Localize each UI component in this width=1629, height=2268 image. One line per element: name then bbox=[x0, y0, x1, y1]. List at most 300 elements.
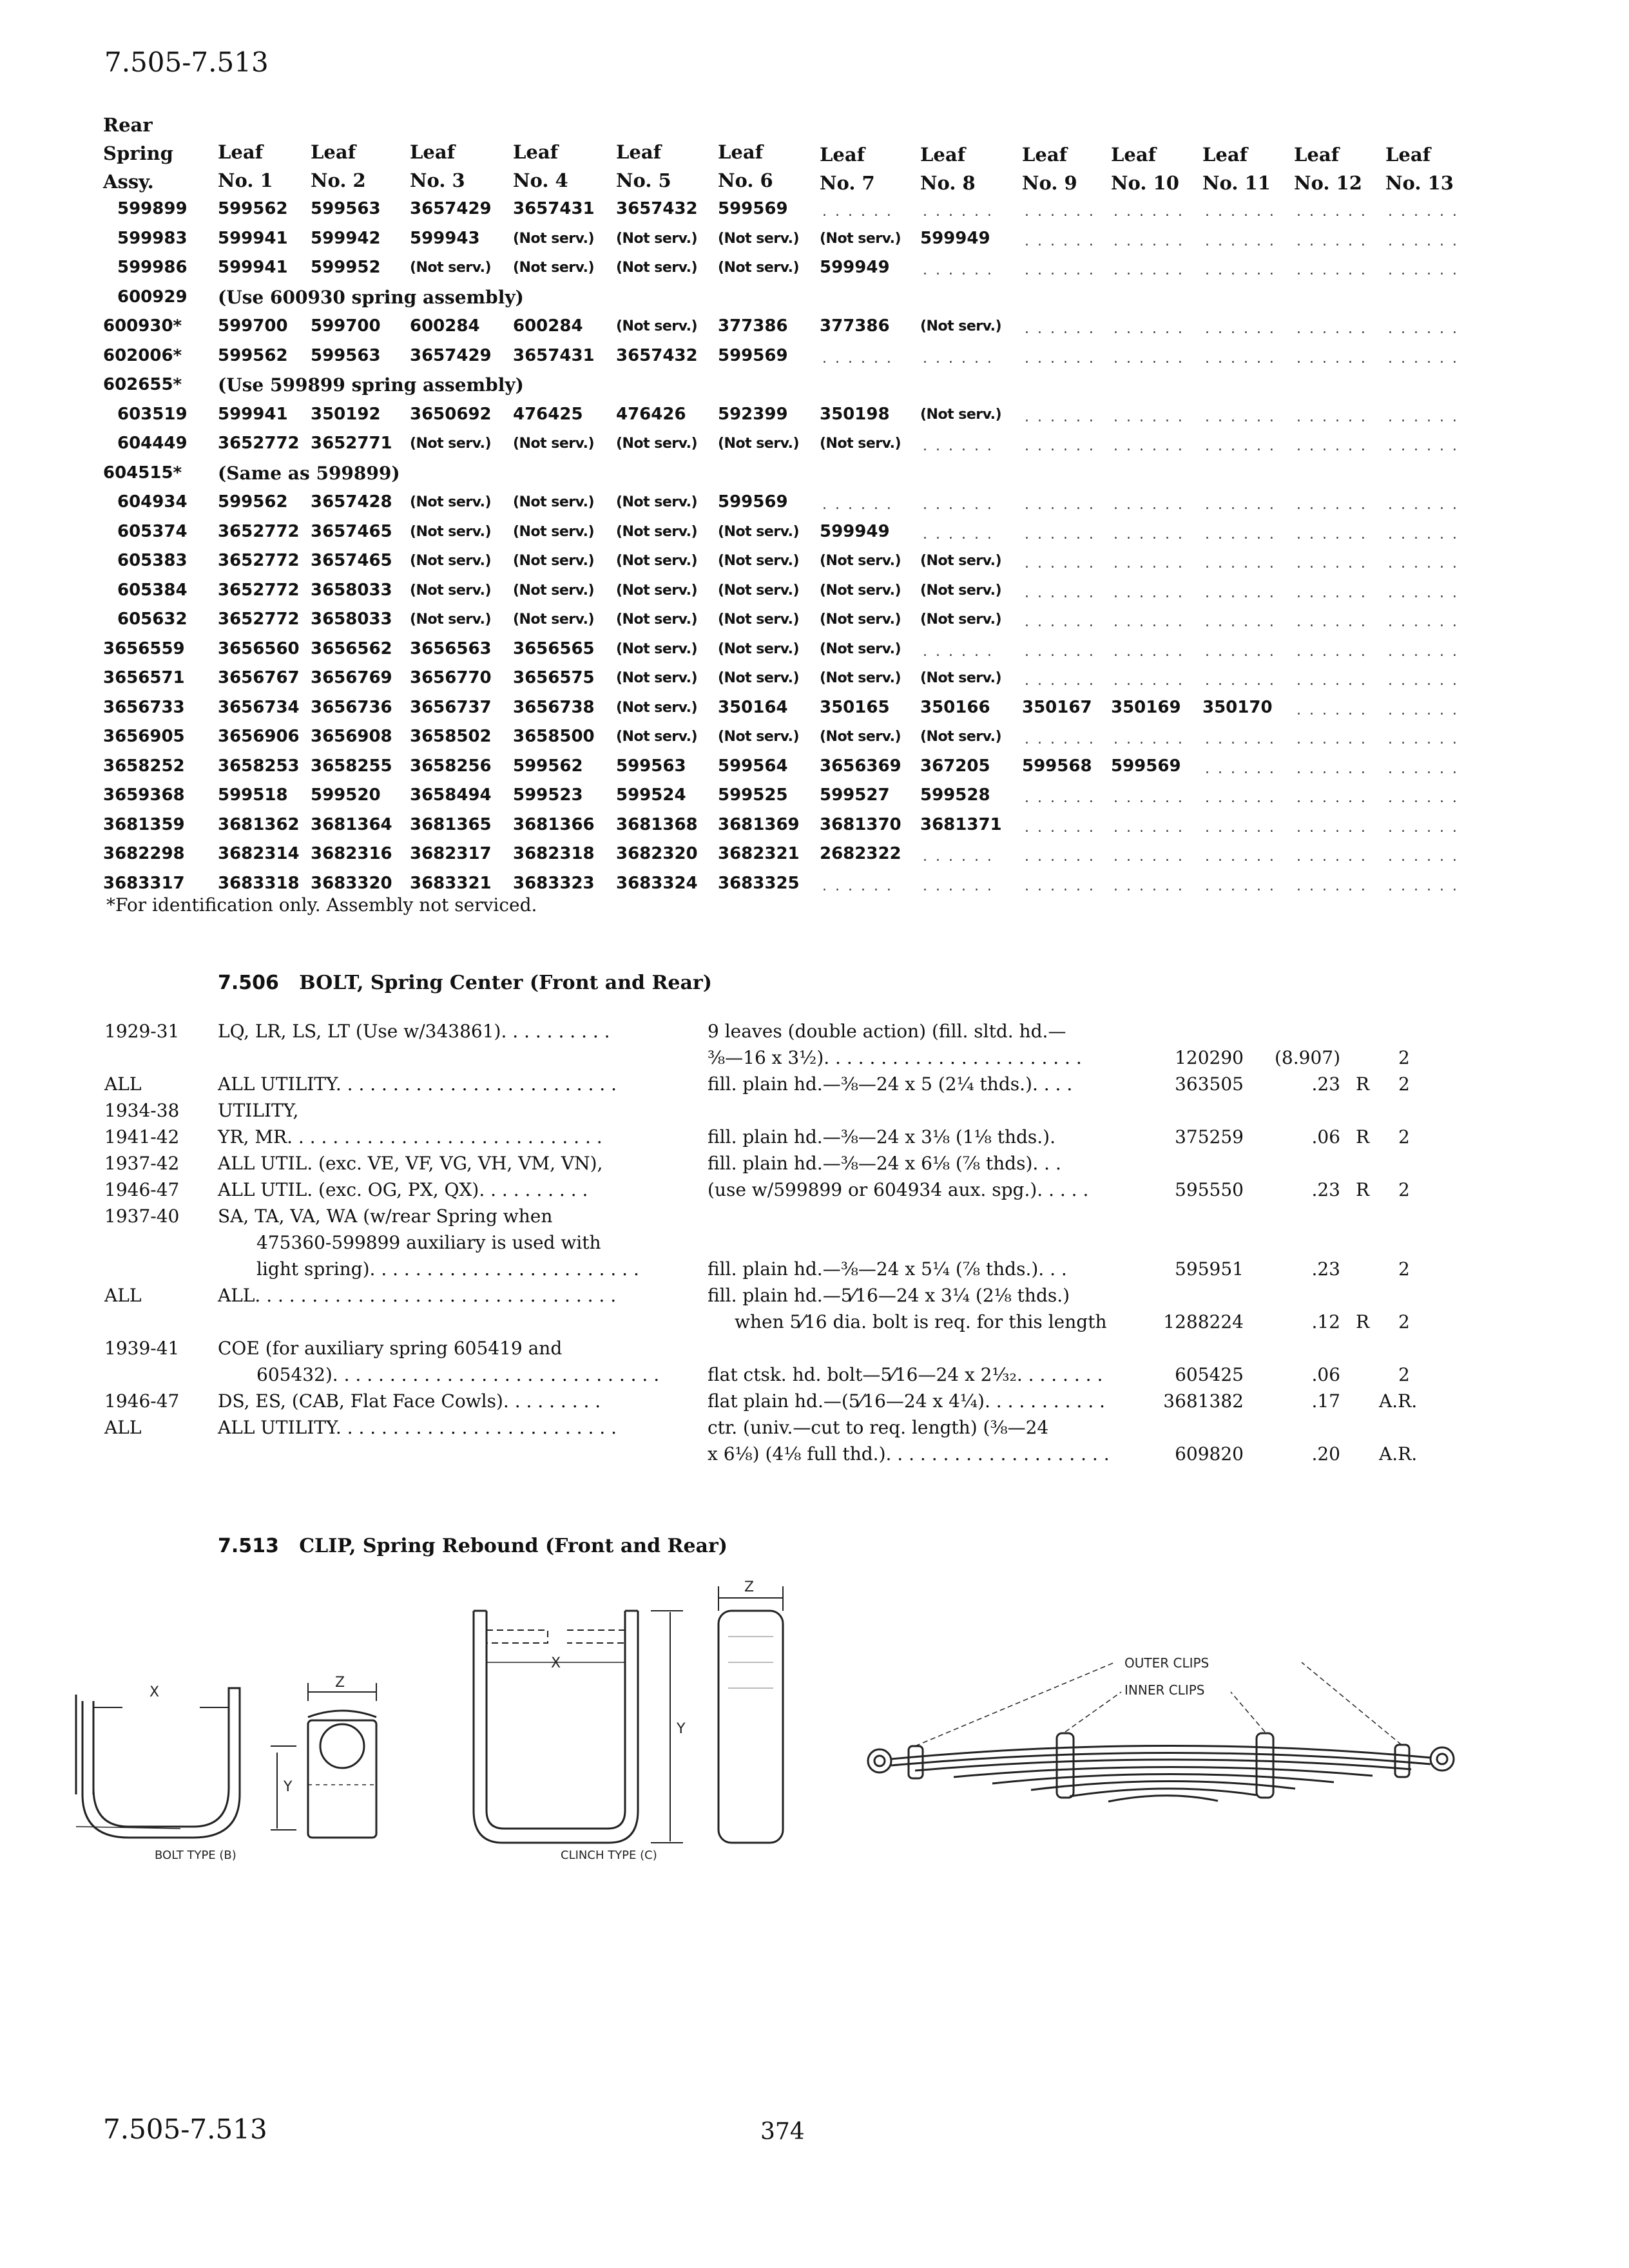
column-header: No. 8 bbox=[920, 172, 976, 194]
empty-cell-leader: . . . . . . bbox=[1113, 438, 1184, 454]
leaf-part-number: 599941 bbox=[218, 404, 288, 424]
empty-cell-leader: . . . . . . bbox=[1025, 408, 1095, 425]
leaf-part-number: (Not serv.) bbox=[616, 640, 698, 657]
leaf-part-number: 3656563 bbox=[410, 639, 492, 658]
leaf-part-number: 350166 bbox=[920, 697, 990, 717]
leaf-part-number: 3682321 bbox=[718, 844, 800, 863]
assembly-number: 605632 bbox=[117, 610, 188, 629]
empty-cell-leader: . . . . . . bbox=[1113, 819, 1184, 836]
model-application: 475360-599899 auxiliary is used with bbox=[256, 1232, 601, 1253]
page-header: 7.505-7.513 bbox=[104, 46, 269, 78]
leaf-part-number: 350169 bbox=[1111, 697, 1181, 717]
model-application: ALL UTILITY. . . . . . . . . . . . . . . . . . . . . . . . . bbox=[218, 1073, 617, 1095]
empty-cell-leader: . . . . . . bbox=[1296, 526, 1367, 543]
empty-cell-leader: . . . . . . bbox=[1205, 849, 1276, 865]
leaf-part-number: (Not serv.) bbox=[820, 611, 901, 628]
leaf-part-number: 3683318 bbox=[218, 873, 300, 893]
leaf-part-number: (Not serv.) bbox=[920, 611, 1002, 628]
leaf-part-number: (Not serv.) bbox=[410, 611, 492, 628]
leaf-part-number: 599563 bbox=[311, 199, 381, 218]
assembly-number: 602006* bbox=[103, 345, 182, 365]
empty-cell-leader: . . . . . . bbox=[1388, 643, 1459, 660]
empty-cell-leader: . . . . . . bbox=[1296, 555, 1367, 572]
empty-cell-leader: . . . . . . bbox=[1388, 497, 1459, 513]
year-range: ALL bbox=[104, 1417, 142, 1438]
column-header: Leaf bbox=[616, 141, 662, 163]
empty-cell-leader: . . . . . . bbox=[1113, 497, 1184, 513]
leaf-part-number: 592399 bbox=[718, 404, 788, 424]
leaf-part-number: 3658502 bbox=[410, 727, 492, 746]
empty-cell-leader: . . . . . . bbox=[1025, 584, 1095, 601]
empty-cell-leader: . . . . . . bbox=[1388, 673, 1459, 689]
leaf-part-number: (Not serv.) bbox=[616, 230, 698, 247]
column-header: Leaf bbox=[1202, 144, 1248, 166]
leaf-part-number: 3657428 bbox=[311, 492, 392, 512]
leaf-part-number: (Not serv.) bbox=[920, 670, 1002, 686]
leaf-part-number: 599569 bbox=[718, 492, 788, 512]
empty-cell-leader: . . . . . . bbox=[1205, 643, 1276, 660]
column-header: Leaf bbox=[920, 144, 966, 166]
leaf-part-number: 3681365 bbox=[410, 814, 492, 834]
leaf-part-number: 599524 bbox=[616, 785, 686, 805]
empty-cell-leader: . . . . . . bbox=[923, 526, 994, 543]
assembly-number: 3656571 bbox=[103, 668, 185, 687]
model-application: LQ, LR, LS, LT (Use w/343861). . . . . . . . . . bbox=[218, 1021, 610, 1042]
empty-cell-leader: . . . . . . bbox=[1205, 497, 1276, 513]
assembly-number: 3656905 bbox=[103, 727, 185, 746]
empty-cell-leader: . . . . . . bbox=[1113, 584, 1184, 601]
leaf-part-number: (Not serv.) bbox=[920, 729, 1002, 745]
leaf-part-number: 3652772 bbox=[218, 521, 300, 541]
empty-cell-leader: . . . . . . bbox=[1205, 731, 1276, 747]
assembly-number: 3659368 bbox=[103, 785, 185, 805]
leaf-part-number: (Not serv.) bbox=[410, 553, 492, 569]
empty-cell-leader: . . . . . . bbox=[923, 204, 994, 220]
column-header: Leaf bbox=[1294, 144, 1340, 166]
empty-cell-leader: . . . . . . bbox=[1113, 673, 1184, 689]
empty-cell-leader: . . . . . . bbox=[1113, 878, 1184, 894]
leaf-part-number: (Not serv.) bbox=[616, 318, 698, 334]
empty-cell-leader: . . . . . . bbox=[1025, 438, 1095, 454]
leaf-part-number: 3656736 bbox=[311, 697, 392, 717]
leaf-part-number: (Not serv.) bbox=[718, 436, 800, 452]
leaf-part-number: (Not serv.) bbox=[513, 260, 595, 276]
year-range: 1937-42 bbox=[104, 1153, 180, 1174]
leaf-part-number: (Not serv.) bbox=[820, 729, 901, 745]
column-header: Assy. bbox=[103, 171, 154, 193]
leaf-part-number: 3658033 bbox=[311, 610, 392, 629]
empty-cell-leader: . . . . . . bbox=[1296, 673, 1367, 689]
leaf-part-number: (Not serv.) bbox=[718, 582, 800, 599]
leaf-part-number: (Not serv.) bbox=[513, 230, 595, 247]
leaf-part-number: 3656769 bbox=[311, 668, 392, 687]
leaf-part-number: 3652772 bbox=[218, 610, 300, 629]
model-application: ALL UTILITY. . . . . . . . . . . . . . . . . . . . . . . . . bbox=[218, 1417, 617, 1438]
model-application: SA, TA, VA, WA (w/rear Spring when bbox=[218, 1206, 553, 1227]
leaf-part-number: (Not serv.) bbox=[616, 582, 698, 599]
empty-cell-leader: . . . . . . bbox=[1113, 731, 1184, 747]
column-header: No. 13 bbox=[1385, 172, 1454, 194]
empty-cell-leader: . . . . . . bbox=[1205, 819, 1276, 836]
column-header: Leaf bbox=[218, 141, 264, 163]
empty-cell-leader: . . . . . . bbox=[822, 497, 893, 513]
price: .06 bbox=[1311, 1364, 1340, 1385]
leaf-part-number: (Not serv.) bbox=[820, 230, 901, 247]
price: (8.907) bbox=[1274, 1047, 1340, 1068]
empty-cell-leader: . . . . . . bbox=[1388, 819, 1459, 836]
clinch-x-label: X bbox=[551, 1655, 561, 1671]
leaf-part-number: (Not serv.) bbox=[410, 523, 492, 540]
column-header: Leaf bbox=[718, 141, 764, 163]
price: .20 bbox=[1311, 1443, 1340, 1465]
empty-cell-leader: . . . . . . bbox=[1388, 702, 1459, 718]
leaf-part-number: (Not serv.) bbox=[820, 670, 901, 686]
leaf-part-number: 599949 bbox=[820, 521, 890, 541]
empty-cell-leader: . . . . . . bbox=[1296, 819, 1367, 836]
page-footer: 7.505-7.513 bbox=[103, 2113, 267, 2145]
part-number: 1288224 bbox=[1163, 1311, 1244, 1332]
empty-cell-leader: . . . . . . bbox=[1296, 731, 1367, 747]
clip-figures bbox=[0, 1572, 1629, 1869]
leaf-part-number: 3658255 bbox=[311, 756, 392, 776]
column-header: Leaf bbox=[513, 141, 559, 163]
leaf-part-number: 600284 bbox=[513, 316, 583, 336]
leaf-part-number: (Not serv.) bbox=[513, 523, 595, 540]
empty-cell-leader: . . . . . . bbox=[1205, 204, 1276, 220]
model-application: 605432). . . . . . . . . . . . . . . . . . . . . . . . . . . . . bbox=[256, 1364, 660, 1385]
leaf-part-number: 3657431 bbox=[513, 345, 595, 365]
leaf-part-number: 3681364 bbox=[311, 814, 392, 834]
leaf-part-number: 599700 bbox=[311, 316, 381, 336]
leaf-part-number: (Not serv.) bbox=[920, 406, 1002, 423]
leaf-part-number: 350192 bbox=[311, 404, 381, 424]
bolt-y-label: Y bbox=[284, 1779, 293, 1795]
leaf-part-number: 350164 bbox=[718, 697, 788, 717]
assembly-number: 604934 bbox=[117, 492, 188, 512]
empty-cell-leader: . . . . . . bbox=[1025, 790, 1095, 806]
leaf-part-number: 599941 bbox=[218, 228, 288, 248]
bolt-description: (use w/599899 or 604934 aux. spg.). . . . . bbox=[708, 1179, 1089, 1200]
leaf-part-number: 3657465 bbox=[311, 551, 392, 570]
r-flag: R bbox=[1356, 1179, 1370, 1200]
empty-cell-leader: . . . . . . bbox=[1025, 819, 1095, 836]
assembly-number: 605374 bbox=[117, 521, 188, 541]
leaf-part-number: (Not serv.) bbox=[616, 611, 698, 628]
column-header: No. 4 bbox=[513, 169, 568, 191]
empty-cell-leader: . . . . . . bbox=[1025, 497, 1095, 513]
leaf-part-number: (Not serv.) bbox=[920, 582, 1002, 599]
empty-cell-leader: . . . . . . bbox=[1025, 233, 1095, 249]
leaf-part-number: (Not serv.) bbox=[616, 699, 698, 716]
column-header: No. 5 bbox=[616, 169, 671, 191]
leaf-part-number: (Not serv.) bbox=[410, 582, 492, 599]
leaf-part-number: (Not serv.) bbox=[820, 436, 901, 452]
empty-cell-leader: . . . . . . bbox=[1296, 584, 1367, 601]
leaf-part-number: 599518 bbox=[218, 785, 288, 805]
leaf-part-number: 3652772 bbox=[218, 580, 300, 600]
leaf-part-number: 3682316 bbox=[311, 844, 392, 863]
section-title-7-513 bbox=[218, 1535, 728, 1557]
assembly-number: 3681359 bbox=[103, 814, 185, 834]
empty-cell-leader: . . . . . . bbox=[923, 878, 994, 894]
bolt-description: fill. plain hd.—⅜—24 x 5 (2¼ thds.). . . . bbox=[708, 1073, 1073, 1095]
quantity: 2 bbox=[1398, 1311, 1410, 1332]
leaf-part-number: (Not serv.) bbox=[513, 611, 595, 628]
bolt-description: x 6⅛) (4⅛ full thd.). . . . . . . . . . . . . . . . . . . . bbox=[708, 1443, 1110, 1465]
leaf-part-number: 3681368 bbox=[616, 814, 698, 834]
part-number: 120290 bbox=[1175, 1047, 1244, 1068]
leaf-part-number: (Not serv.) bbox=[616, 670, 698, 686]
model-application: ALL UTIL. (exc. OG, PX, QX). . . . . . . . . . bbox=[218, 1179, 588, 1200]
assembly-number: 599983 bbox=[117, 228, 188, 248]
assembly-number: 604449 bbox=[117, 434, 188, 453]
empty-cell-leader: . . . . . . bbox=[1113, 321, 1184, 337]
empty-cell-leader: . . . . . . bbox=[1296, 321, 1367, 337]
leaf-part-number: (Same as 599899) bbox=[218, 462, 400, 484]
quantity: A.R. bbox=[1379, 1443, 1418, 1465]
leaf-part-number: 3683325 bbox=[718, 873, 800, 893]
assembly-number: 599899 bbox=[117, 199, 188, 218]
r-flag: R bbox=[1356, 1073, 1370, 1095]
bolt-type-clip-drawing bbox=[76, 1683, 376, 1838]
empty-cell-leader: . . . . . . bbox=[1025, 878, 1095, 894]
empty-cell-leader: . . . . . . bbox=[1025, 849, 1095, 865]
empty-cell-leader: . . . . . . bbox=[1113, 790, 1184, 806]
clinch-type-caption: CLINCH TYPE (C) bbox=[561, 1849, 657, 1862]
leaf-part-number: 599569 bbox=[1111, 756, 1181, 776]
bolt-description: ctr. (univ.—cut to req. length) (⅜—24 bbox=[708, 1417, 1049, 1438]
assembly-number: 599986 bbox=[117, 258, 188, 277]
leaf-part-number: 3657429 bbox=[410, 345, 492, 365]
leaf-part-number: 3657465 bbox=[311, 521, 392, 541]
empty-cell-leader: . . . . . . bbox=[1388, 321, 1459, 337]
leaf-part-number: 3656906 bbox=[218, 727, 300, 746]
empty-cell-leader: . . . . . . bbox=[1296, 790, 1367, 806]
price: .23 bbox=[1311, 1073, 1340, 1095]
price: .23 bbox=[1311, 1258, 1340, 1280]
year-range: ALL bbox=[104, 1285, 142, 1306]
inner-clips-label: INNER CLIPS bbox=[1124, 1682, 1205, 1698]
empty-cell-leader: . . . . . . bbox=[1388, 233, 1459, 249]
empty-cell-leader: . . . . . . bbox=[1025, 643, 1095, 660]
year-range: 1941-42 bbox=[104, 1126, 180, 1148]
outer-clips-label: OUTER CLIPS bbox=[1124, 1655, 1210, 1671]
empty-cell-leader: . . . . . . bbox=[1296, 438, 1367, 454]
part-number: 595951 bbox=[1175, 1258, 1244, 1280]
leaf-part-number: 3658033 bbox=[311, 580, 392, 600]
leaf-part-number: 476425 bbox=[513, 404, 583, 424]
leaf-part-number: 476426 bbox=[616, 404, 686, 424]
leaf-part-number: (Not serv.) bbox=[718, 260, 800, 276]
empty-cell-leader: . . . . . . bbox=[1205, 233, 1276, 249]
leaf-part-number: 3682314 bbox=[218, 844, 300, 863]
empty-cell-leader: . . . . . . bbox=[1205, 584, 1276, 601]
leaf-part-number: 3658256 bbox=[410, 756, 492, 776]
leaf-part-number: 599569 bbox=[718, 199, 788, 218]
leaf-part-number: (Not serv.) bbox=[718, 640, 800, 657]
empty-cell-leader: . . . . . . bbox=[1388, 555, 1459, 572]
leaf-part-number: 599568 bbox=[1022, 756, 1092, 776]
leaf-part-number: (Use 600930 spring assembly) bbox=[218, 286, 524, 308]
leaf-part-number: 3657432 bbox=[616, 345, 698, 365]
leaf-part-number: 599942 bbox=[311, 228, 381, 248]
leaf-part-number: 599523 bbox=[513, 785, 583, 805]
empty-cell-leader: . . . . . . bbox=[923, 497, 994, 513]
column-header: No. 9 bbox=[1022, 172, 1077, 194]
empty-cell-leader: . . . . . . bbox=[1025, 731, 1095, 747]
bolt-description: flat ctsk. hd. bolt—5⁄16—24 x 2¹⁄₃₂. . . . . . . . bbox=[708, 1364, 1103, 1385]
assembly-number: 600930* bbox=[103, 316, 182, 336]
leaf-part-number: (Use 599899 spring assembly) bbox=[218, 374, 524, 396]
leaf-part-number: 599562 bbox=[218, 345, 288, 365]
leaf-part-number: (Not serv.) bbox=[616, 523, 698, 540]
section-title: CLIP, Spring Rebound (Front and Rear) bbox=[299, 1535, 728, 1557]
leaf-part-number: 3681362 bbox=[218, 814, 300, 834]
column-header: Rear bbox=[103, 114, 153, 136]
empty-cell-leader: . . . . . . bbox=[1388, 614, 1459, 630]
column-header: Leaf bbox=[1385, 144, 1431, 166]
leaf-part-number: 599562 bbox=[218, 199, 288, 218]
column-header: No. 2 bbox=[311, 169, 366, 191]
leaf-part-number: 3683323 bbox=[513, 873, 595, 893]
quantity: 2 bbox=[1398, 1179, 1410, 1200]
leaf-part-number: 599949 bbox=[820, 258, 890, 277]
leaf-part-number: 599528 bbox=[920, 785, 990, 805]
empty-cell-leader: . . . . . . bbox=[1113, 204, 1184, 220]
empty-cell-leader: . . . . . . bbox=[1296, 643, 1367, 660]
empty-cell-leader: . . . . . . bbox=[923, 262, 994, 278]
assembly-number: 603519 bbox=[117, 404, 188, 424]
leaf-part-number: 599563 bbox=[616, 756, 686, 776]
leaf-part-number: (Not serv.) bbox=[718, 670, 800, 686]
part-number: 605425 bbox=[1175, 1364, 1244, 1385]
empty-cell-leader: . . . . . . bbox=[1205, 878, 1276, 894]
leaf-part-number: 3656565 bbox=[513, 639, 595, 658]
assembly-number: 3658252 bbox=[103, 756, 185, 776]
price: .12 bbox=[1311, 1311, 1340, 1332]
model-application: ALL. . . . . . . . . . . . . . . . . . . . . . . . . . . . . . . . bbox=[218, 1285, 617, 1306]
leaf-part-number: 3682318 bbox=[513, 844, 595, 863]
empty-cell-leader: . . . . . . bbox=[1388, 438, 1459, 454]
model-application: DS, ES, (CAB, Flat Face Cowls). . . . . . . . . bbox=[218, 1390, 601, 1412]
column-header: No. 11 bbox=[1202, 172, 1271, 194]
leaf-part-number: 3656738 bbox=[513, 697, 595, 717]
year-range: 1934-38 bbox=[104, 1100, 180, 1121]
empty-cell-leader: . . . . . . bbox=[822, 878, 893, 894]
empty-cell-leader: . . . . . . bbox=[1388, 760, 1459, 777]
year-range: 1946-47 bbox=[104, 1390, 180, 1412]
leaf-part-number: 3656560 bbox=[218, 639, 300, 658]
year-range: 1946-47 bbox=[104, 1179, 180, 1200]
column-header: Leaf bbox=[820, 144, 865, 166]
leaf-part-number: 599564 bbox=[718, 756, 788, 776]
year-range: 1939-41 bbox=[104, 1338, 180, 1359]
bolt-description: fill. plain hd.—⅜—24 x 3⅛ (1⅛ thds.). bbox=[708, 1126, 1055, 1148]
leaf-part-number: 3681369 bbox=[718, 814, 800, 834]
empty-cell-leader: . . . . . . bbox=[822, 204, 893, 220]
leaf-part-number: (Not serv.) bbox=[410, 260, 492, 276]
year-range: 1929-31 bbox=[104, 1021, 180, 1042]
empty-cell-leader: . . . . . . bbox=[1205, 262, 1276, 278]
leaf-part-number: (Not serv.) bbox=[820, 640, 901, 657]
empty-cell-leader: . . . . . . bbox=[1388, 878, 1459, 894]
empty-cell-leader: . . . . . . bbox=[1388, 204, 1459, 220]
leaf-part-number: 599949 bbox=[920, 228, 990, 248]
leaf-part-number: 3656562 bbox=[311, 639, 392, 658]
empty-cell-leader: . . . . . . bbox=[1388, 584, 1459, 601]
empty-cell-leader: . . . . . . bbox=[1296, 760, 1367, 777]
leaf-part-number: (Not serv.) bbox=[513, 436, 595, 452]
leaf-part-number: (Not serv.) bbox=[616, 436, 698, 452]
column-header: No. 6 bbox=[718, 169, 773, 191]
empty-cell-leader: . . . . . . bbox=[1388, 408, 1459, 425]
leaf-part-number: 3656770 bbox=[410, 668, 492, 687]
leaf-part-number: (Not serv.) bbox=[920, 318, 1002, 334]
bolt-description: when 5⁄16 dia. bolt is req. for this length bbox=[735, 1311, 1107, 1332]
leaf-part-number: 600284 bbox=[410, 316, 480, 336]
empty-cell-leader: . . . . . . bbox=[1205, 760, 1276, 777]
leaf-part-number: (Not serv.) bbox=[513, 553, 595, 569]
empty-cell-leader: . . . . . . bbox=[1025, 526, 1095, 543]
leaf-part-number: 3656767 bbox=[218, 668, 300, 687]
leaf-part-number: 599525 bbox=[718, 785, 788, 805]
assembly-number: 605384 bbox=[117, 580, 188, 600]
empty-cell-leader: . . . . . . bbox=[1113, 526, 1184, 543]
leaf-part-number: 350165 bbox=[820, 697, 890, 717]
empty-cell-leader: . . . . . . bbox=[1205, 408, 1276, 425]
empty-cell-leader: . . . . . . bbox=[1113, 233, 1184, 249]
leaf-part-number: 350170 bbox=[1202, 697, 1273, 717]
empty-cell-leader: . . . . . . bbox=[1296, 204, 1367, 220]
column-header: Leaf bbox=[311, 141, 356, 163]
leaf-part-number: 3656369 bbox=[820, 756, 901, 776]
leaf-part-number: 3658500 bbox=[513, 727, 595, 746]
section-number: 7.506 bbox=[218, 972, 279, 994]
empty-cell-leader: . . . . . . bbox=[1296, 233, 1367, 249]
quantity: 2 bbox=[1398, 1258, 1410, 1280]
part-number: 595550 bbox=[1175, 1179, 1244, 1200]
leaf-part-number: 377386 bbox=[718, 316, 788, 336]
assembly-number: 3656559 bbox=[103, 639, 185, 658]
price: .17 bbox=[1311, 1390, 1340, 1412]
bolt-x-label: X bbox=[149, 1684, 160, 1700]
leaf-part-number: (Not serv.) bbox=[513, 582, 595, 599]
section-title: BOLT, Spring Center (Front and Rear) bbox=[299, 972, 712, 994]
year-range: 1937-40 bbox=[104, 1206, 180, 1227]
leaf-part-number: 599563 bbox=[311, 345, 381, 365]
leaf-part-number: 2682322 bbox=[820, 844, 901, 863]
bolt-description: fill. plain hd.—⅜—24 x 6⅛ (⅞ thds). . . bbox=[708, 1153, 1061, 1174]
assembly-number: 602655* bbox=[103, 375, 182, 394]
model-application: UTILITY, bbox=[218, 1100, 299, 1121]
leaf-part-number: (Not serv.) bbox=[616, 260, 698, 276]
leaf-part-number: 350198 bbox=[820, 404, 890, 424]
assembly-number: 3683317 bbox=[103, 873, 185, 893]
leaf-part-number: (Not serv.) bbox=[410, 494, 492, 510]
empty-cell-leader: . . . . . . bbox=[1205, 321, 1276, 337]
empty-cell-leader: . . . . . . bbox=[1205, 673, 1276, 689]
leaf-part-number: 3657431 bbox=[513, 199, 595, 218]
empty-cell-leader: . . . . . . bbox=[923, 849, 994, 865]
leaf-part-number: 3656737 bbox=[410, 697, 492, 717]
assembly-number: 3656733 bbox=[103, 697, 185, 717]
empty-cell-leader: . . . . . . bbox=[1113, 849, 1184, 865]
empty-cell-leader: . . . . . . bbox=[1025, 262, 1095, 278]
leaf-part-number: 599520 bbox=[311, 785, 381, 805]
assembly-number: 3682298 bbox=[103, 844, 185, 863]
empty-cell-leader: . . . . . . bbox=[1296, 262, 1367, 278]
part-number: 375259 bbox=[1175, 1126, 1244, 1148]
